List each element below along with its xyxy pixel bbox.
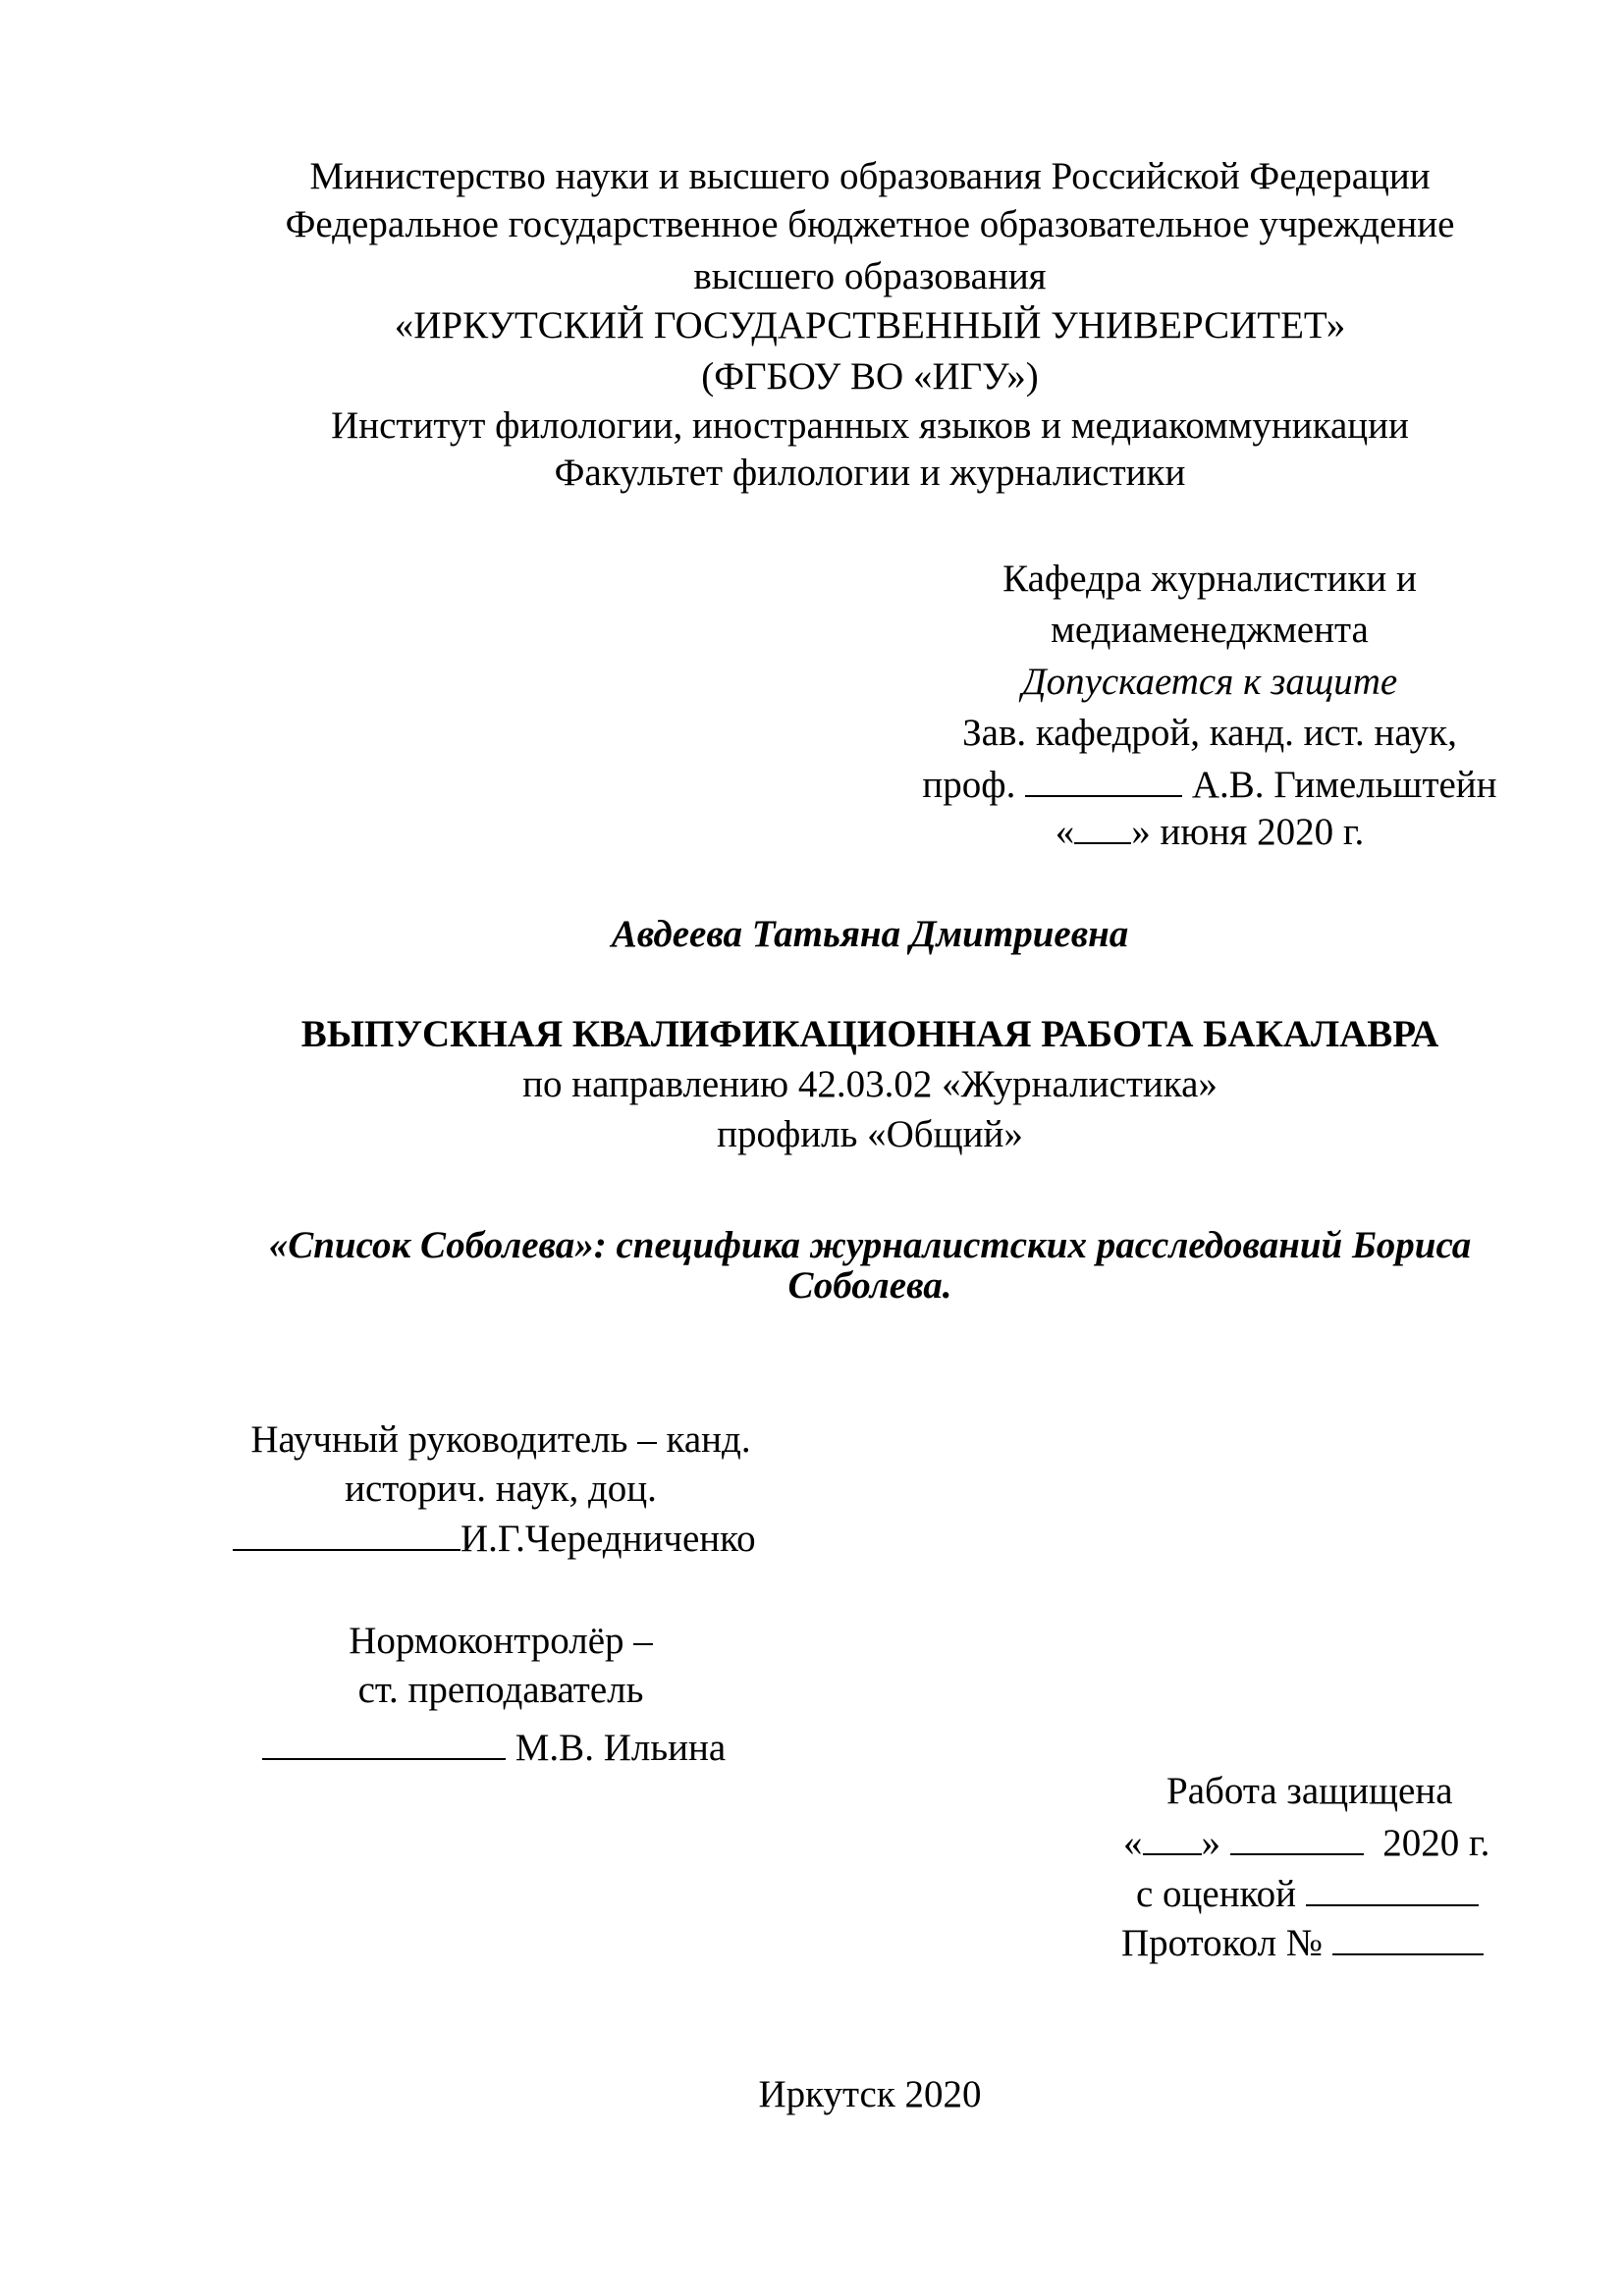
norm-controller-signature — [262, 1723, 812, 1772]
head-of-department-title: Зав. кафедрой, канд. ист. наук, — [962, 712, 1457, 754]
admitted-to-defense: Допускается к защите — [1021, 661, 1398, 703]
date-quote-open: « — [1055, 811, 1075, 853]
institution-type-line-2: высшего образования — [693, 255, 1047, 297]
supervisor-title: Научный руководитель – канд. — [250, 1418, 751, 1461]
university-name: «ИРКУТСКИЙ ГОСУДАРСТВЕННЫЙ УНИВЕРСИТЕТ» — [394, 304, 1346, 347]
defense-date — [1123, 1818, 1536, 1867]
norm-controller-name: М.В. Ильина — [514, 1727, 727, 1769]
institution-type-line: Федеральное государственное бюджетное образовательное учреждение — [285, 203, 1455, 245]
defense-quote-close: » — [1201, 1822, 1220, 1864]
work-type: ВЫПУСКНАЯ КВАЛИФИКАЦИОННАЯ РАБОТА БАКАЛАВРА — [300, 1013, 1439, 1055]
study-direction: по направлению 42.03.02 «Журналистика» — [522, 1063, 1218, 1105]
defense-protocol — [1121, 1918, 1534, 1967]
thesis-title-line-2: Соболева. — [787, 1264, 952, 1307]
defense-status: Работа защищена — [1166, 1770, 1453, 1812]
defense-quote-open: « — [1123, 1822, 1143, 1864]
norm-controller-signature-blank[interactable] — [262, 1723, 506, 1760]
day-blank[interactable] — [1074, 807, 1131, 844]
signature-blank[interactable] — [1025, 760, 1182, 797]
study-profile: профиль «Общий» — [717, 1113, 1023, 1155]
department-line: Кафедра журналистики и — [1002, 558, 1417, 600]
department-line-2: медиаменеджмента — [1051, 609, 1369, 651]
author-name: Авдеева Татьяна Дмитриевна — [611, 913, 1129, 955]
supervisor-signature-blank[interactable] — [233, 1514, 460, 1551]
defense-day-blank[interactable] — [1143, 1818, 1202, 1855]
defense-month-blank[interactable] — [1230, 1818, 1364, 1855]
head-name: А.В. Гимельштейн — [1191, 764, 1497, 806]
head-prefix: проф. — [922, 764, 1016, 806]
supervisor-degree: историч. наук, доц. — [345, 1468, 657, 1510]
university-abbreviation: (ФГБОУ ВО «ИГУ») — [701, 355, 1039, 398]
date-month-year: » июня 2020 г. — [1131, 811, 1365, 853]
defense-grade — [1136, 1869, 1548, 1918]
approval-date — [913, 807, 1506, 856]
norm-controller-position: ст. преподаватель — [357, 1669, 644, 1711]
supervisor-name: И.Г.Чередниченко — [460, 1518, 756, 1560]
grade-label: с оценкой — [1136, 1873, 1296, 1915]
thesis-title-line-1: «Список Соболева»: специфика журналистских расследований Бориса — [268, 1224, 1472, 1266]
faculty-name: Факультет филологии и журналистики — [554, 452, 1186, 494]
institute-name: Институт филологии, иностранных языков и медиакоммуникации — [331, 404, 1409, 447]
city-year: Иркутск 2020 — [758, 2073, 982, 2115]
protocol-label: Протокол № — [1121, 1922, 1324, 1964]
supervisor-signature — [233, 1514, 783, 1563]
norm-controller-title: Нормоконтролёр – — [349, 1620, 653, 1662]
grade-blank[interactable] — [1306, 1869, 1479, 1906]
ministry-line: Министерство науки и высшего образования Российской Федерации — [309, 155, 1431, 197]
protocol-blank[interactable] — [1332, 1918, 1484, 1955]
head-of-department-signature — [913, 760, 1506, 809]
defense-year: 2020 г. — [1382, 1822, 1490, 1864]
